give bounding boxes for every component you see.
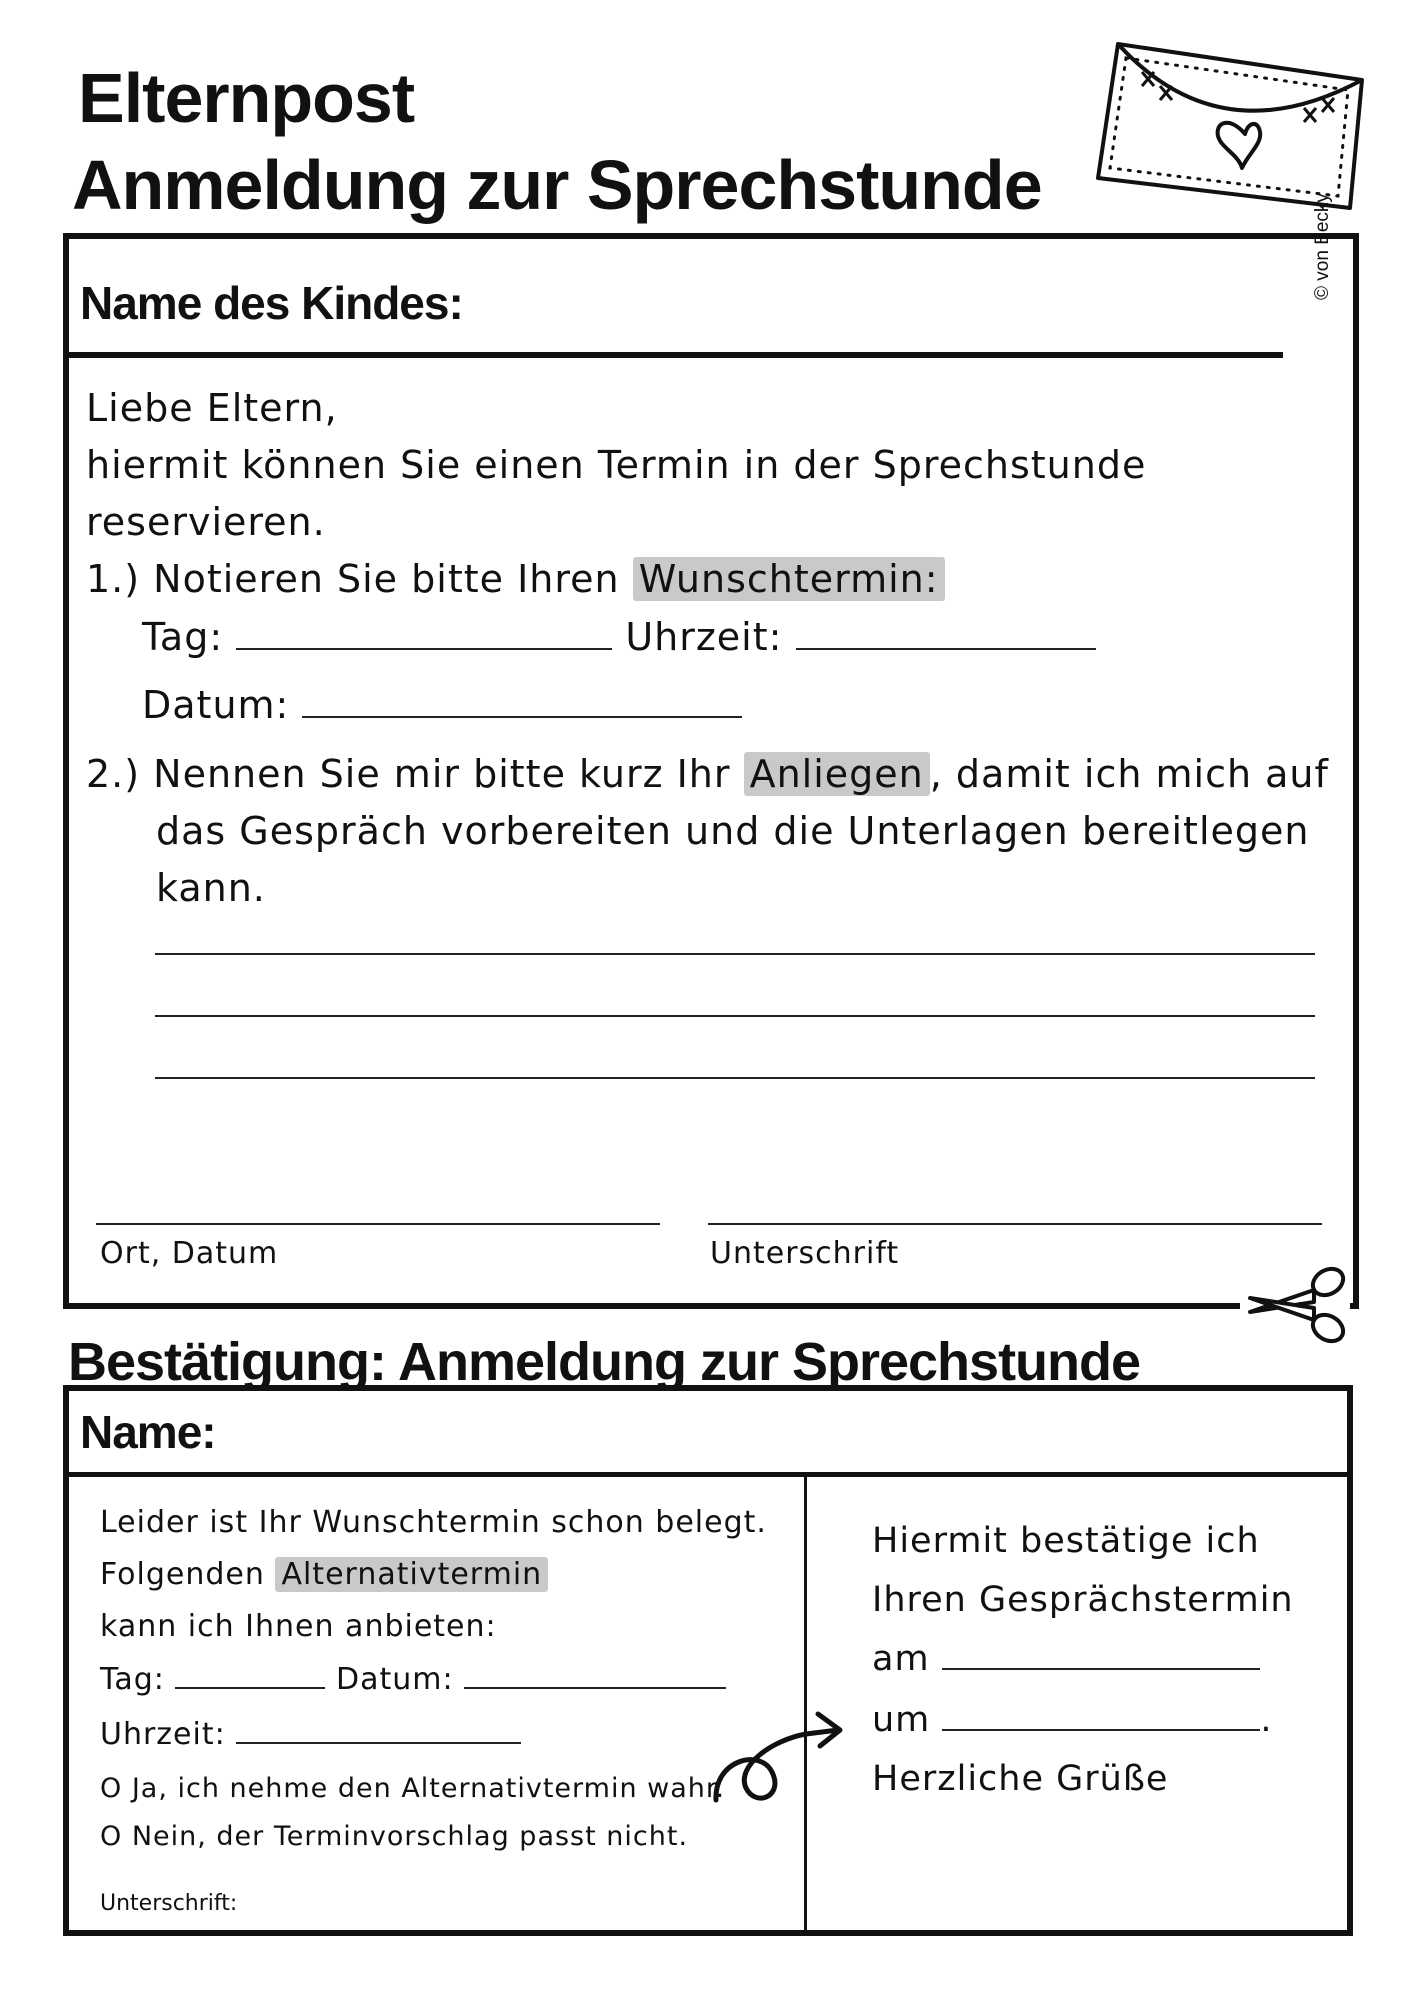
intro-line-1: hiermit können Sie einen Termin in der Sprechstunde [86, 443, 1147, 487]
date-row [142, 677, 742, 734]
day-time-row [142, 609, 1096, 666]
concern-highlight: Anliegen [744, 752, 930, 796]
scissors-icon [1240, 1262, 1350, 1352]
confirm-time-field[interactable] [942, 1699, 1260, 1731]
confirmation-divider [63, 1472, 1353, 1477]
intro-line-2: reservieren. [86, 500, 326, 544]
concern-line-1[interactable] [155, 953, 1315, 955]
alt-date-field[interactable] [464, 1661, 726, 1689]
confirm-um-row [872, 1692, 1273, 1749]
alt-line-3: kann ich Ihnen anbieten: [100, 1609, 497, 1644]
time-field[interactable] [796, 618, 1096, 650]
curly-arrow-icon [710, 1700, 850, 1810]
alt-day-date-row [100, 1661, 726, 1697]
confirmation-title: Bestätigung: Anmeldung zur Sprechstunde [68, 1332, 1141, 1392]
step-2-line-2: das Gespräch vorbereiten und die Unterlagen bereitlegen [156, 809, 1310, 853]
child-name-label: Name des Kindes: [80, 277, 463, 329]
confirm-line-1: Hiermit bestätige ich [872, 1521, 1260, 1561]
greeting: Liebe Eltern, [86, 386, 338, 430]
step-2-suffix: , damit ich mich auf [929, 752, 1329, 796]
signature-field[interactable] [708, 1223, 1322, 1225]
alt-time-row [100, 1716, 521, 1752]
confirm-date-field[interactable] [942, 1638, 1260, 1670]
date-field[interactable] [302, 686, 742, 718]
step-1 [86, 551, 945, 608]
period: . [1260, 1700, 1273, 1740]
time-label: Uhrzeit: [625, 615, 783, 659]
day-label: Tag: [142, 615, 224, 659]
wish-date-highlight: Wunschtermin: [633, 557, 945, 601]
name-label: Name: [80, 1406, 216, 1458]
confirm-line-2: Ihren Gesprächstermin [872, 1580, 1294, 1620]
page-title: Elternpost [78, 59, 415, 137]
page-subtitle: Anmeldung zur Sprechstunde [72, 146, 1042, 224]
alt-time-field[interactable] [236, 1716, 521, 1744]
alternative-date-highlight: Alternativtermin [275, 1557, 548, 1592]
um-label: um [872, 1700, 931, 1740]
step-2-text: 2.) Nennen Sie mir bitte kurz Ihr [86, 752, 744, 796]
alt-signature-label: Unterschrift: [100, 1891, 238, 1916]
confirm-am-row [872, 1631, 1260, 1688]
day-field[interactable] [236, 618, 612, 650]
copyright-note: © von Becky [1312, 193, 1333, 300]
envelope-heart-icon [1090, 36, 1370, 216]
alt-date-label: Datum: [336, 1662, 454, 1697]
place-date-field[interactable] [96, 1223, 660, 1225]
date-label: Datum: [142, 683, 290, 727]
option-no[interactable]: O Nein, der Terminvorschlag passt nicht. [100, 1821, 689, 1852]
alt-line-2-text: Folgenden [100, 1557, 276, 1592]
alt-time-label: Uhrzeit: [100, 1717, 226, 1752]
step-2 [86, 746, 1329, 803]
alt-line-1: Leider ist Ihr Wunschtermin schon belegt. [100, 1505, 767, 1540]
place-date-label: Ort, Datum [100, 1236, 279, 1271]
alt-day-field[interactable] [175, 1661, 325, 1689]
concern-line-3[interactable] [155, 1077, 1315, 1079]
option-yes[interactable]: O Ja, ich nehme den Alternativtermin wahr. [100, 1773, 726, 1804]
signature-label: Unterschrift [710, 1236, 900, 1271]
closing: Herzliche Grüße [872, 1759, 1169, 1799]
name-divider [63, 352, 1283, 358]
alt-line-2 [100, 1557, 548, 1592]
alt-day-label: Tag: [100, 1662, 165, 1697]
step-2-line-3: kann. [156, 866, 266, 910]
am-label: am [872, 1639, 930, 1679]
concern-line-2[interactable] [155, 1015, 1315, 1017]
step-1-text: 1.) Notieren Sie bitte Ihren [86, 557, 633, 601]
